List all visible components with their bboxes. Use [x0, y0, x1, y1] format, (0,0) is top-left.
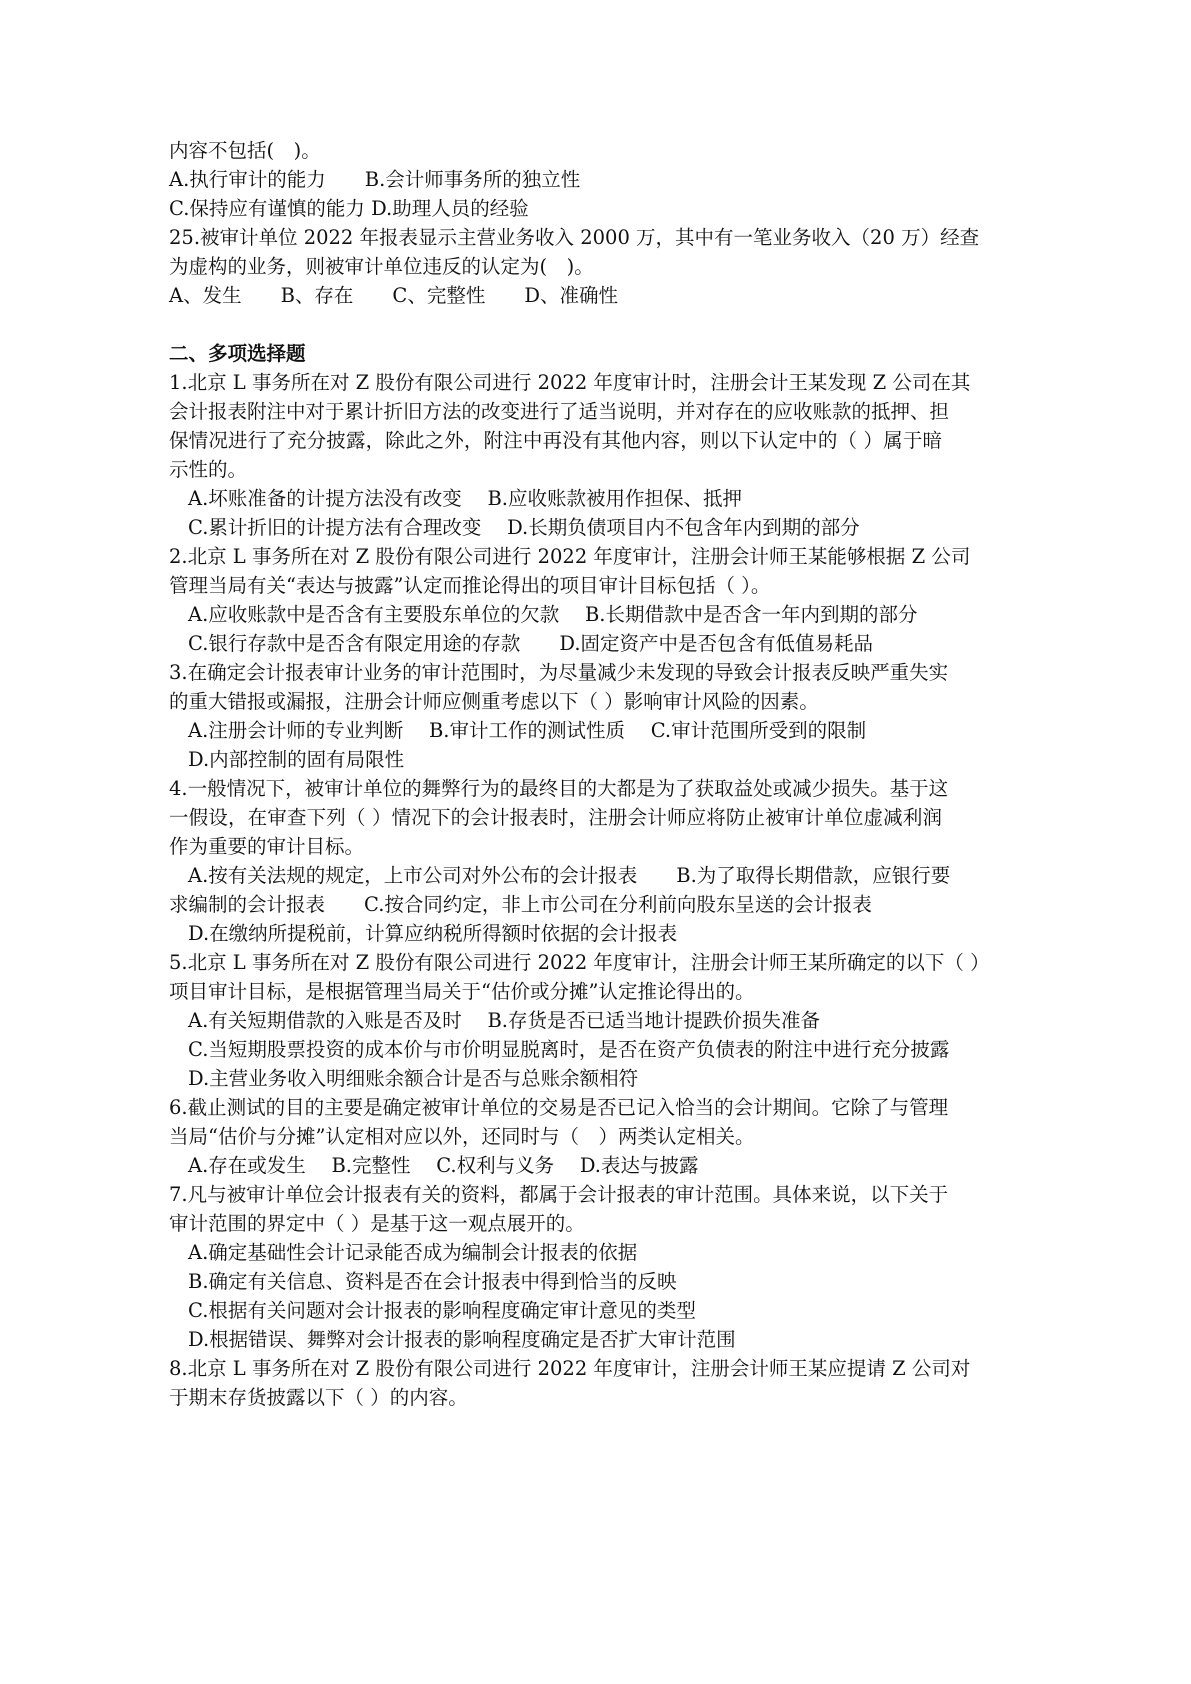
q6-stem-line-2: 当局“估价与分摊”认定相对应以外，还同时与（ ）两类认定相关。 — [169, 1125, 755, 1148]
q3-stem-line-2: 的重大错报或漏报，注册会计师应侧重考虑以下（ ）影响审计风险的因素。 — [169, 690, 819, 713]
section-heading: 二、多项选择题 — [169, 342, 306, 365]
q5-option-line-2: C.当短期股票投资的成本价与市价明显脱离时，是否在资产负债表的附注中进行充分披露 — [188, 1038, 950, 1061]
q24-options-cd: C.保持应有谨慎的能力 D.助理人员的经验 — [169, 197, 529, 220]
q7-stem-line-1: 7.凡与被审计单位会计报表有关的资料，都属于会计报表的审计范围。具体来说，以下关于 — [169, 1183, 949, 1206]
q24-options-ab: A.执行审计的能力 B.会计师事务所的独立性 — [169, 168, 581, 191]
q3-option-line-2: D.内部控制的固有局限性 — [188, 748, 405, 771]
q2-stem-line-1: 2.北京 L 事务所在对 Z 股份有限公司进行 2022 年度审计，注册会计师王某能够根据 Z 公司 — [169, 545, 971, 568]
q5-option-line-3: D.主营业务收入明细账余额合计是否与总账余额相符 — [188, 1067, 639, 1090]
q1-stem-line-3: 保情况进行了充分披露，除此之外，附注中再没有其他内容，则以下认定中的（ ）属于暗 — [169, 429, 942, 452]
q6-stem-line-1: 6.截止测试的目的主要是确定被审计单位的交易是否已记入恰当的会计期间。它除了与管理 — [169, 1096, 949, 1119]
q8-stem-line-2: 于期末存货披露以下（ ）的内容。 — [169, 1386, 468, 1409]
q24-stem-tail: 内容不包括( )。 — [169, 139, 321, 162]
q4-stem-line-2: 一假设，在审查下列（ ）情况下的会计报表时，注册会计师应将防止被审计单位虚减利润 — [169, 806, 942, 829]
q2-stem-line-2: 管理当局有关“表达与披露”认定而推论得出的项目审计目标包括（ ）。 — [169, 574, 771, 597]
q5-stem-line-1: 5.北京 L 事务所在对 Z 股份有限公司进行 2022 年度审计，注册会计师王某所确定的以下（ ） — [169, 951, 990, 974]
q3-option-line-1: A.注册会计师的专业判断 B.审计工作的测试性质 C.审计范围所受到的限制 — [188, 719, 867, 742]
q1-stem-line-4: 示性的。 — [169, 458, 248, 481]
q5-option-line-1: A.有关短期借款的入账是否及时 B.存货是否已适当地计提跌价损失准备 — [188, 1009, 821, 1032]
q25-options: A、发生 B、存在 C、完整性 D、准确性 — [169, 284, 618, 307]
q7-option-line-4: D.根据错误、舞弊对会计报表的影响程度确定是否扩大审计范围 — [188, 1328, 736, 1351]
q7-option-line-2: B.确定有关信息、资料是否在会计报表中得到恰当的反映 — [188, 1270, 677, 1293]
q5-stem-line-2: 项目审计目标，是根据管理当局关于“估价或分摊”认定推论得出的。 — [169, 980, 755, 1003]
q7-stem-line-2: 审计范围的界定中（ ）是基于这一观点展开的。 — [169, 1212, 585, 1235]
q2-option-line-1: A.应收账款中是否含有主要股东单位的欠款 B.长期借款中是否含一年内到期的部分 — [188, 603, 918, 626]
q8-stem-line-1: 8.北京 L 事务所在对 Z 股份有限公司进行 2022 年度审计，注册会计师王某应提请 Z 公司对 — [169, 1357, 971, 1380]
q4-stem-line-1: 4.一般情况下，被审计单位的舞弊行为的最终目的大都是为了获取益处或减少损失。基于这 — [169, 777, 949, 800]
q1-option-line-2: C.累计折旧的计提方法有合理改变 D.长期负债项目内不包含年内到期的部分 — [188, 516, 860, 539]
q1-option-line-1: A.坏账准备的计提方法没有改变 B.应收账款被用作担保、抵押 — [188, 487, 743, 510]
q25-stem-line-2: 为虚构的业务，则被审计单位违反的认定为( )。 — [169, 255, 594, 278]
q7-option-line-3: C.根据有关问题对会计报表的影响程度确定审计意见的类型 — [188, 1299, 696, 1322]
q4-option-line-2: 求编制的会计报表 C.按合同约定，非上市公司在分利前向股东呈送的会计报表 — [169, 893, 872, 916]
q25-stem-line-1: 25.被审计单位 2022 年报表显示主营业务收入 2000 万，其中有一笔业务收入（20 万）经查 — [169, 226, 980, 249]
q4-option-line-3: D.在缴纳所提税前，计算应纳税所得额时依据的会计报表 — [188, 922, 678, 945]
q7-option-line-1: A.确定基础性会计记录能否成为编制会计报表的依据 — [188, 1241, 638, 1264]
q1-stem-line-1: 1.北京 L 事务所在对 Z 股份有限公司进行 2022 年度审计时，注册会计王某发现 Z 公司在其 — [169, 371, 971, 394]
q4-stem-line-3: 作为重要的审计目标。 — [169, 835, 365, 858]
q2-option-line-2: C.银行存款中是否含有限定用途的存款 D.固定资产中是否包含有低值易耗品 — [188, 632, 874, 655]
q6-option-line-1: A.存在或发生 B.完整性 C.权利与义务 D.表达与披露 — [188, 1154, 699, 1177]
q4-option-line-1: A.按有关法规的规定，上市公司对外公布的会计报表 B.为了取得长期借款，应银行要 — [188, 864, 951, 887]
q3-stem-line-1: 3.在确定会计报表审计业务的审计范围时，为尽量减少未发现的导致会计报表反映严重失实 — [169, 661, 949, 684]
q1-stem-line-2: 会计报表附注中对于累计折旧方法的改变进行了适当说明，并对存在的应收账款的抵押、担 — [169, 400, 950, 423]
